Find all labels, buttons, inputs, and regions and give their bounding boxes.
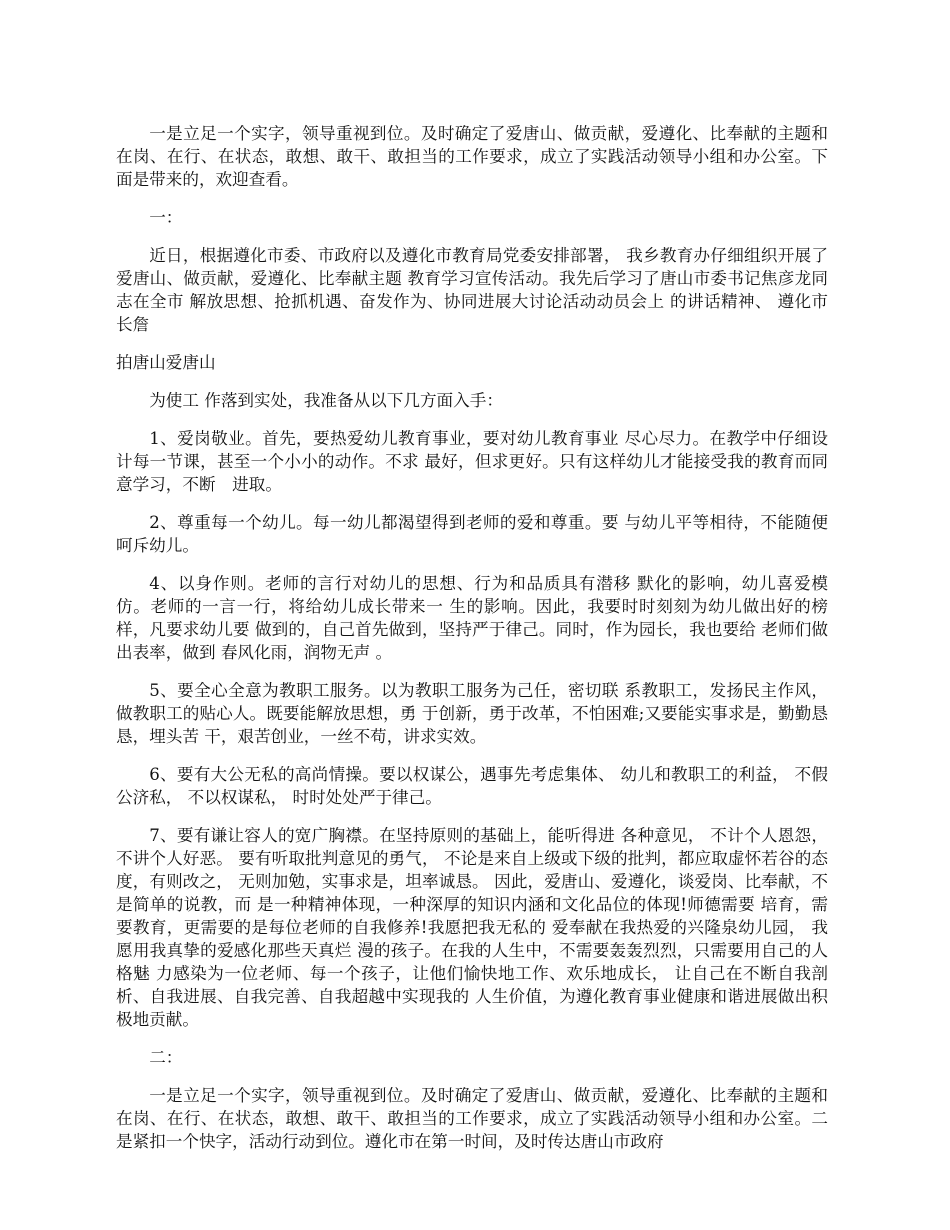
document-body [116,122,828,1168]
paragraph-item-6: 6、要有大公无私的高尚情操。要以权谋公，遇事先考虑集体、 幼儿和教职工的利益， 不假公济私， 不以权谋私， 时时处处严于律己。 [116,765,828,807]
section-heading-2: 二： [149,1048,183,1067]
paragraph-item-1: 1、爱岗敬业。首先，要热爱幼儿教育事业，要对幼儿教育事业 尽心尽力。在教学中仔细设计每一节课，甚至一个小小的动作。不求 最好，但求更好。只有这样幼儿才能接受我的教育而同意学习，不断 进取。 [116,429,828,494]
paragraph-section-2: 一是立足一个实字，领导重视到位。及时确定了爱唐山、做贡献，爱遵化、比奉献的主题和在岗、在行、在状态，敢想、敢干、敢担当的工作要求，成立了实践活动领导小组和办公室。二是紧扣一个快字，活动行动到位。遵化市在第一时间，及时传达唐山市政府 [116,1086,828,1151]
intro-paragraph: 一是立足一个实字，领导重视到位。及时确定了爱唐山、做贡献，爱遵化、比奉献的主题和在岗、在行、在状态，敢想、敢干、敢担当的工作要求，成立了实践活动领导小组和办公室。下面是带来的，欢迎查看。 [116,124,828,189]
paragraph-fragment: 拍唐山爱唐山 [116,353,216,372]
paragraph-item-4: 4、以身作则。老师的言行对幼儿的思想、行为和品质具有潜移 默化的影响，幼儿喜爱模仿。老师的一言一行，将给幼儿成长带来一 生的影响。因此，我要时时刻刻为幼儿做出好的榜样，凡要求幼儿要 做到的，自己首先做到，坚持严于律己。同时，作为园长，我也要给 老师们做出表率，做到 春风化雨，润物无声 。 [116,574,828,662]
paragraph-study: 近日，根据遵化市委、市政府以及遵化市教育局党委安排部署， 我乡教育办仔细组织开展了爱唐山、做贡献，爱遵化、比奉献主题 教育学习宣传活动。我先后学习了唐山市委书记焦彦龙同志在全市 解放思想、抢抓机遇、奋发作为、协同进展大讨论活动动员会上 的讲话精神、 遵化市长詹 [116,246,828,334]
paragraph-item-5: 5、要全心全意为教职工服务。以为教职工服务为己任，密切联 系教职工，发扬民主作风，做教职工的贴心人。既要能解放思想，勇 于创新，勇于改革，不怕困难;又要能实事求是，勤勤恳恳，埋头苦 干，艰苦创业，一丝不苟，讲求实效。 [116,681,828,746]
paragraph-item-7: 7、要有谦让容人的宽广胸襟。在坚持原则的基础上，能听得进 各种意见， 不计个人恩怨， 不讲个人好恶。 要有听取批判意见的勇气， 不论是来自上级或下级的批判，都应取虚怀若谷的态度，有则改之， 无则加勉，实事求是，坦率诚恳。 因此，爱唐山、爱遵化，谈爱岗、比奉献，不是简单的说教，而 是一种精神体现，一种深厚的知识内涵和文化品位的体现!师德需要 培育，需要教育，更需要的是每位老师的自我修养!我愿把我无私的 爱奉献在我热爱的兴隆泉幼儿园， 我愿用我真挚的爱感化那些天真烂 漫的孩子。在我的人生中，不需要轰轰烈烈，只需要用自己的人格魅 力感染为一位老师、每一个孩子，让他们愉快地工作、欢乐地成长， 让自己在不断自我剖析、自我进展、自我完善、自我超越中实现我的 人生价值，为遵化教育事业健康和谐进展做出积极地贡献。 [116,826,828,1029]
paragraph-item-2: 2、尊重每一个幼儿。每一幼儿都渴望得到老师的爱和尊重。要 与幼儿平等相待，不能随便呵斥幼儿。 [116,513,828,555]
section-heading-1: 一： [149,208,183,227]
paragraph-plan: 为使工 作落到实处，我准备从以下几方面入手： [149,391,503,410]
